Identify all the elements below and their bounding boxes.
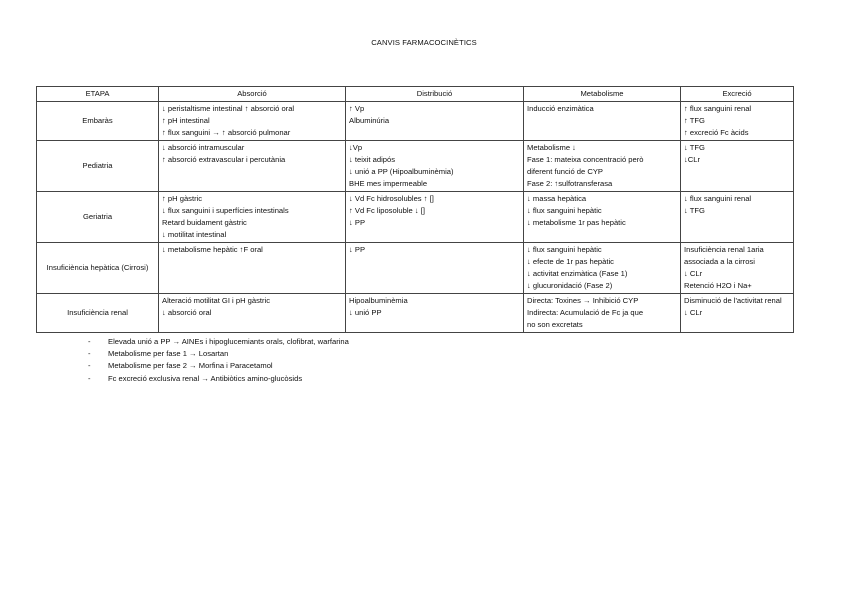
distribucio-cell [346,294,524,333]
absorcio-cell [159,102,346,141]
header-etapa: ETAPA [37,87,159,102]
absorcio-cell [159,243,346,294]
cell-line: ↓ flux sanguini hepàtic [527,206,602,215]
cell-line: ↑ Vp [349,104,365,113]
header-absorcio: Absorció [159,87,346,102]
cell-line: ↑ Vd Fc liposoluble ↓ [] [349,206,425,215]
note-text: Metabolisme per fase 1 → Losartan [108,349,229,359]
note-text: Elevada unió a PP → AINEs i hipoglucemiants orals, clofibrat, warfarina [108,337,349,346]
cell-line: BHE mes impermeable [349,179,428,188]
cell-line: ↓CLr [684,155,701,164]
bullet-dash: - [88,361,91,371]
excrecio-cell [681,102,794,141]
bullet-dash: - [88,337,91,346]
cell-line: Inducció enzimàtica [527,104,594,113]
cell-line: ↓ TFG [684,143,705,152]
cell-line: ↓ absorció intramuscular [162,143,245,152]
distribucio-cell [346,243,524,294]
cell-line: ↑ excreció Fc àcids [684,128,749,137]
cell-line: ↓ PP [349,245,366,254]
list-item [88,348,349,360]
cell-line: ↑ flux sanguini → ↑ absorció pulmonar [162,128,291,137]
metabolisme-cell [524,192,681,243]
cell-line: ↓ unió a PP (Hipoalbuminèmia) [349,167,454,176]
table-row [37,243,794,294]
cell-line: Fase 2: ↑sulfotransferasa [527,179,613,188]
cell-line: Hipoalbuminèmia [349,296,408,305]
cell-line: ↓ CLr [684,269,703,278]
absorcio-cell [159,192,346,243]
absorcio-cell [159,294,346,333]
cell-line: ↑ pH gàstric [162,194,203,203]
header-distribucio: Distribució [346,87,524,102]
cell-line: ↑ TFG [684,116,705,125]
cell-line: ↓ teixit adipós [349,155,396,164]
cell-line: ↓ efecte de 1r pas hepàtic [527,257,614,266]
excrecio-cell [681,192,794,243]
cell-line: ↓ flux sanguini hepàtic [527,245,602,254]
cell-line: Retenció H2O i Na+ [684,281,752,290]
cell-line: ↓ absorció oral [162,308,212,317]
stage-cell: Insuficiència renal [37,294,159,333]
table-row [37,294,794,333]
distribucio-cell [346,141,524,192]
pharmacokinetics-table [36,86,794,333]
absorcio-cell [159,141,346,192]
excrecio-cell [681,243,794,294]
cell-line: ↓ activitat enzimàtica (Fase 1) [527,269,628,278]
metabolisme-cell [524,102,681,141]
notes-list [88,336,349,385]
list-item [88,336,349,348]
cell-line: Fase 1: mateixa concentració però [527,155,644,164]
table-row [37,192,794,243]
cell-line: Disminució de l'activitat renal [684,296,782,305]
header-excrecio: Excreció [681,87,794,102]
table-row [37,141,794,192]
cell-line: ↓ peristaltisme intestinal ↑ absorció oral [162,104,295,113]
cell-line: ↑ pH intestinal [162,116,210,125]
distribucio-cell [346,192,524,243]
cell-line: Alteració motilitat GI i pH gàstric [162,296,271,305]
cell-line: ↓ metabolisme 1r pas hepàtic [527,218,626,227]
bullet-dash: - [88,349,91,359]
stage-cell: Pediatria [37,141,159,192]
cell-line: ↓ massa hepàtica [527,194,587,203]
list-item [88,373,349,385]
cell-line: ↓ motilitat intestinal [162,230,227,239]
note-text: Fc excreció exclusiva renal → Antibiòtics amino-glucòsids [108,373,303,383]
cell-line: ↓ CLr [684,308,703,317]
table-row [37,102,794,141]
list-item [88,360,349,372]
bullet-dash: - [88,373,91,383]
cell-line: ↓ flux sanguini renal [684,194,752,203]
cell-line: Retard buidament gàstric [162,218,247,227]
cell-line: diferent funció de CYP [527,167,603,176]
note-text: Metabolisme per fase 2 → Morfina i Paracetamol [108,361,273,371]
header-metabolisme: Metabolisme [524,87,681,102]
cell-line: ↑ flux sanguini renal [684,104,752,113]
cell-line: ↓ TFG [684,206,705,215]
metabolisme-cell [524,294,681,333]
page-title: CANVIS FARMACOCINÈTICS [371,38,477,47]
cell-line: ↓ PP [349,218,366,227]
cell-line: Indirecta: Acumulació de Fc ja que [527,308,644,317]
cell-line: Albuminúria [349,116,390,125]
cell-line: ↓ flux sanguini i superfícies intestinals [162,206,289,215]
cell-line: no son excretats [527,320,583,329]
cell-line: Metabolisme ↓ [527,143,576,152]
distribucio-cell [346,102,524,141]
excrecio-cell [681,141,794,192]
cell-line: Insuficiència renal 1aria [684,245,764,254]
stage-cell: Insuficiència hepàtica (Cirrosi) [37,243,159,294]
stage-cell: Embaràs [37,102,159,141]
cell-line: ↑ absorció extravascular i percutània [162,155,286,164]
excrecio-cell [681,294,794,333]
cell-line: ↓ Vd Fc hidrosolubles ↑ [] [349,194,434,203]
cell-line: ↓ unió PP [349,308,382,317]
cell-line: ↓Vp [349,143,363,152]
metabolisme-cell [524,141,681,192]
stage-cell: Geriatria [37,192,159,243]
cell-line: ↓ metabolisme hepàtic ↑F oral [162,245,263,254]
cell-line: Directa: Toxines → Inhibició CYP [527,296,639,305]
cell-line: ↓ glucuronidació (Fase 2) [527,281,613,290]
metabolisme-cell [524,243,681,294]
cell-line: associada a la cirrosi [684,257,755,266]
table-header-row [37,87,794,102]
